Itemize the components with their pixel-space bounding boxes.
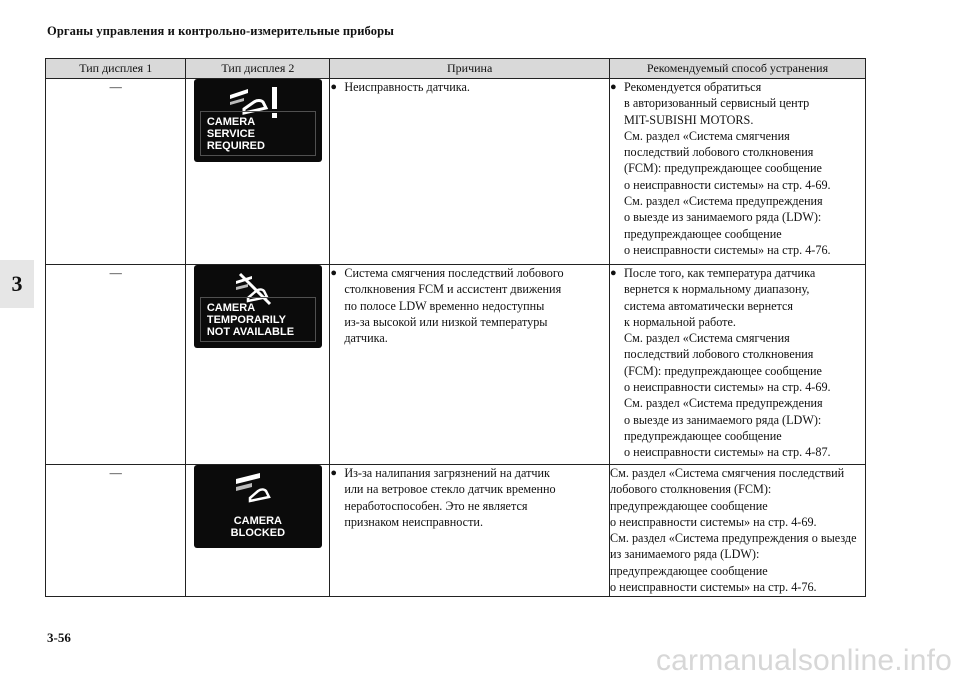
table-row [46, 265, 866, 465]
remedy-line: о неисправности системы» на стр. 4-69. [624, 177, 831, 192]
remedy-line: последствий лобового столкновения [624, 347, 814, 362]
cause-line: датчика. [344, 331, 388, 346]
display-1-cell: — [46, 465, 186, 597]
remedy-line: к нормальной работе. [624, 314, 736, 329]
remedy-line: о выезде из занимаемого ряда (LDW): [624, 210, 822, 225]
page-header: Органы управления и контрольно-измерительные приборы [47, 24, 394, 38]
header-cause: Причина [330, 59, 610, 79]
chapter-tab: 3 [0, 260, 34, 308]
cause-line: признаком неисправности. [344, 514, 483, 529]
header-display-type-1: Тип дисплея 1 [46, 59, 186, 79]
camera-blocked-display [194, 465, 322, 548]
display-2-cell [186, 265, 330, 465]
cause-line: по полосе LDW временно недоступны [344, 298, 545, 313]
remedy-line: о неисправности системы» на стр. 4-76. [624, 242, 831, 257]
cause-cell [330, 465, 610, 597]
cause-line: Неисправность датчика. [344, 80, 470, 94]
remedy-line: предупреждающее сообщение [624, 226, 782, 241]
remedy-line: MIT-SUBISHI MOTORS. [624, 112, 754, 127]
page-number: 3-56 [47, 630, 71, 645]
bullet-icon: ● [330, 81, 337, 93]
remedy-cell [610, 79, 866, 265]
table-row [46, 465, 866, 597]
cause-line: Из-за налипания загрязнений на датчик [344, 466, 550, 480]
remedy-line: о неисправности системы» на стр. 4-69. [624, 380, 831, 395]
remedy-line: предупреждающее сообщение [624, 428, 782, 443]
remedy-line: предупреждающее сообщение [610, 563, 768, 578]
remedy-line: предупреждающее сообщение [610, 498, 768, 513]
cause-line: неработоспособен. Это не является [344, 498, 528, 513]
table-header-row [46, 59, 866, 79]
remedy-line: в авторизованный сервисный центр [624, 96, 810, 111]
bullet-icon: ● [330, 467, 337, 479]
remedy-line: См. раздел «Система смягчения [624, 128, 790, 143]
remedy-line: из занимаемого ряда (LDW): [610, 547, 760, 562]
remedy-line: вернется к нормальному диапазону, [624, 282, 810, 297]
display-1-cell: — [46, 265, 186, 465]
remedy-line: о неисправности системы» на стр. 4-76. [610, 580, 817, 595]
remedy-line: последствий лобового столкновения [624, 145, 814, 160]
bullet-icon: ● [610, 81, 617, 93]
remedy-line: См. раздел «Система смягчения [624, 331, 790, 346]
camera-service-required-display [194, 79, 322, 162]
remedy-line: После того, как температура датчика [624, 266, 816, 280]
cause-line: Система смягчения последствий лобового [344, 266, 564, 280]
bullet-icon: ● [330, 267, 337, 279]
cause-line: или на ветровое стекло датчик временно [344, 482, 556, 497]
camera-blocked-icon [228, 471, 288, 509]
camera-temporarily-unavailable-display [194, 265, 322, 348]
warning-messages-table [45, 58, 866, 597]
header-remedy: Рекомендуемый способ устранения [610, 59, 866, 79]
display-message: CAMERA TEMPORARILY NOT AVAILABLE [200, 297, 316, 342]
remedy-line: система автоматически вернется [624, 298, 794, 313]
display-2-cell [186, 465, 330, 597]
remedy-cell [610, 265, 866, 465]
remedy-line: См. раздел «Система предупреждения о выезде [610, 531, 857, 546]
remedy-line: (FCM): предупреждающее сообщение [624, 363, 822, 378]
remedy-line: о неисправности системы» на стр. 4-87. [624, 445, 831, 460]
remedy-line: о выезде из занимаемого ряда (LDW): [624, 412, 822, 427]
cause-cell [330, 79, 610, 265]
remedy-line: лобового столкновения (FCM): [610, 482, 772, 497]
header-display-type-2: Тип дисплея 2 [186, 59, 330, 79]
remedy-cell [610, 465, 866, 597]
cause-cell [330, 265, 610, 465]
display-message: CAMERA SERVICE REQUIRED [200, 111, 316, 156]
remedy-line: См. раздел «Система смягчения последствий [610, 466, 845, 480]
cause-line: столкновения FCM и ассистент движения [344, 282, 562, 297]
display-2-cell [186, 79, 330, 265]
remedy-line: Рекомендуется обратиться [624, 80, 762, 94]
remedy-line: о неисправности системы» на стр. 4-69. [610, 514, 817, 529]
watermark: carmanualsonline.info [655, 644, 952, 677]
cause-line: из-за высокой или низкой температуры [344, 314, 548, 329]
remedy-line: См. раздел «Система предупреждения [624, 194, 823, 209]
table-row [46, 79, 866, 265]
remedy-line: (FCM): предупреждающее сообщение [624, 161, 822, 176]
display-1-cell: — [46, 79, 186, 265]
remedy-line: См. раздел «Система предупреждения [624, 396, 823, 411]
display-message: CAMERA BLOCKED [230, 515, 286, 539]
bullet-icon: ● [610, 267, 617, 279]
